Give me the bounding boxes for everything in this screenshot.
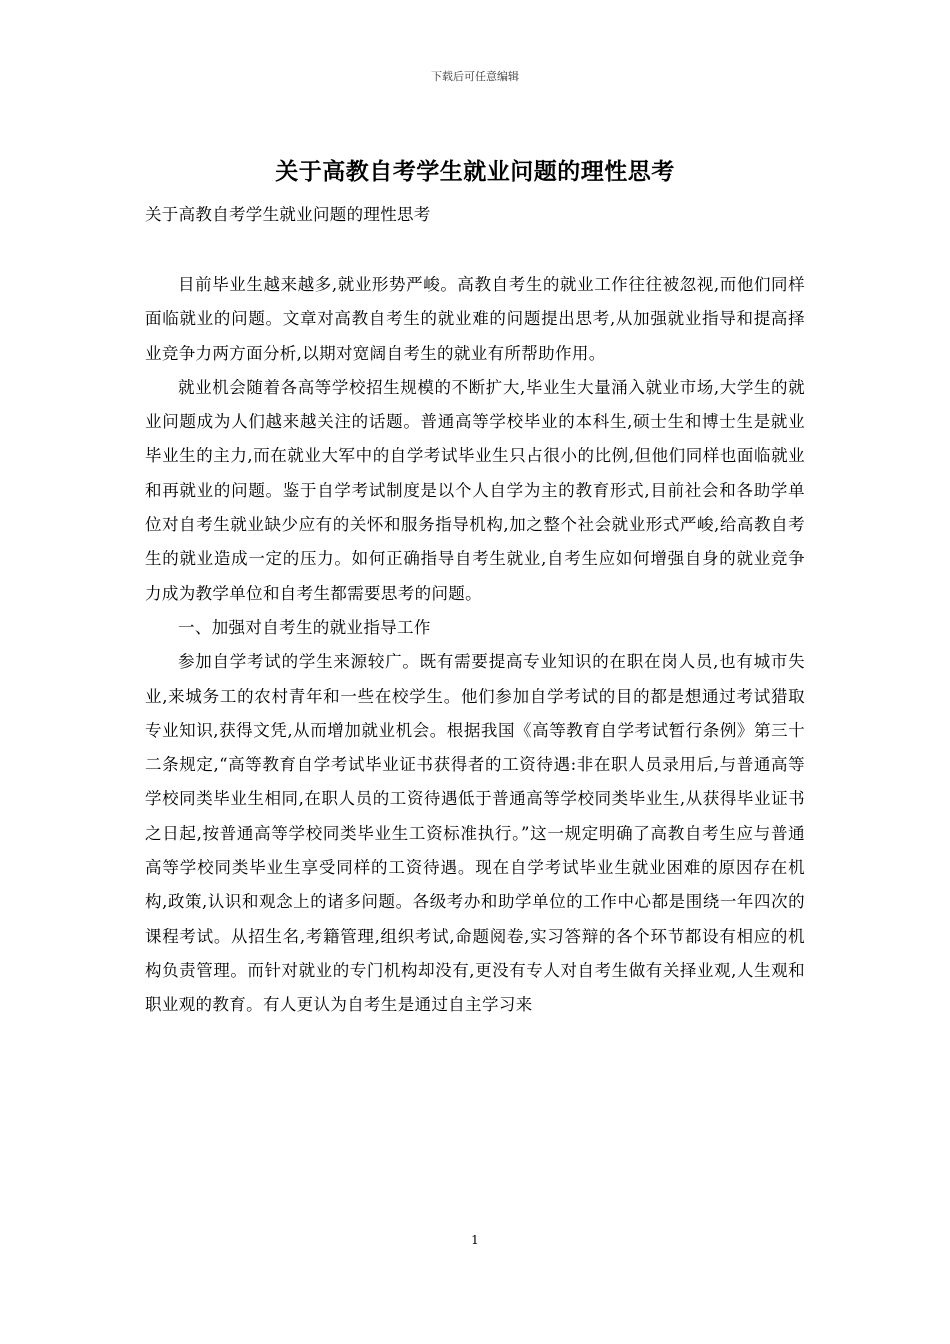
section-heading-1: 一、加强对自考生的就业指导工作 [178,617,431,637]
paragraph-background: 就业机会随着各高等学校招生规模的不断扩大,毕业生大量涌入就业市场,大学生的就业问题成为人们越来越关注的话题。普通高等学校毕业的本科生,硕士生和博士生是就业毕业生的主力,而在就业大军中的自学考试毕业生只占很小的比例,但他们同样也面临就业和再就业的问题。鉴于自学考试制度是以个人自学为主的教育形式,目前社会和各助学单位对自考生就业缺少应有的关怀和服务指导机构,加之整个社会就业形式严峻,给高教自考生的就业造成一定的压力。如何正确指导自考生就业,自考生应如何增强自身的就业竞争力成为教学单位和自考生都需要思考的问题。 [145,377,805,603]
document-subtitle: 关于高教自考学生就业问题的理性思考 [145,205,431,224]
document-title: 关于高教自考学生就业问题的理性思考 [275,158,675,185]
header-note: 下载后可任意编辑 [431,70,519,83]
document-body [145,268,805,1023]
page-number: 1 [471,1233,479,1247]
paragraph-abstract: 目前毕业生越来越多,就业形势严峻。高教自考生的就业工作往往被忽视,而他们同样面临就业的问题。文章对高教自考生的就业难的问题提出思考,从加强就业指导和提高择业竞争力两方面分析,以期对宽阔自考生的就业有所帮助作用。 [145,275,805,363]
paragraph-section-1: 参加自学考试的学生来源较广。既有需要提高专业知识的在职在岗人员,也有城市失业,来城务工的农村青年和一些在校学生。他们参加自学考试的目的都是想通过考试猎取专业知识,获得文凭,从而增加就业机会。根据我国《高等教育自学考试暂行条例》第三十二条规定,“高等教育自学考试毕业证书获得者的工资待遇:非在职人员录用后,与普通高等学校同类毕业生相同,在职人员的工资待遇低于普通高等学校同类毕业生,从获得毕业证书之日起,按普通高等学校同类毕业生工资标准执行。”这一规定明确了高教自考生应与普通高等学校同类毕业生享受同样的工资待遇。现在自学考试毕业生就业困难的原因存在机构,政策,认识和观念上的诸多问题。各级考办和助学单位的工作中心都是围绕一年四次的课程考试。从招生名,考籍管理,组织考试,命题阅卷,实习答辩的各个环节都设有相应的机构负责管理。而针对就业的专门机构却没有,更没有专人对自考生做有关择业观,人生观和职业观的教育。有人更认为自考生是通过自主学习来 [145,652,805,1015]
